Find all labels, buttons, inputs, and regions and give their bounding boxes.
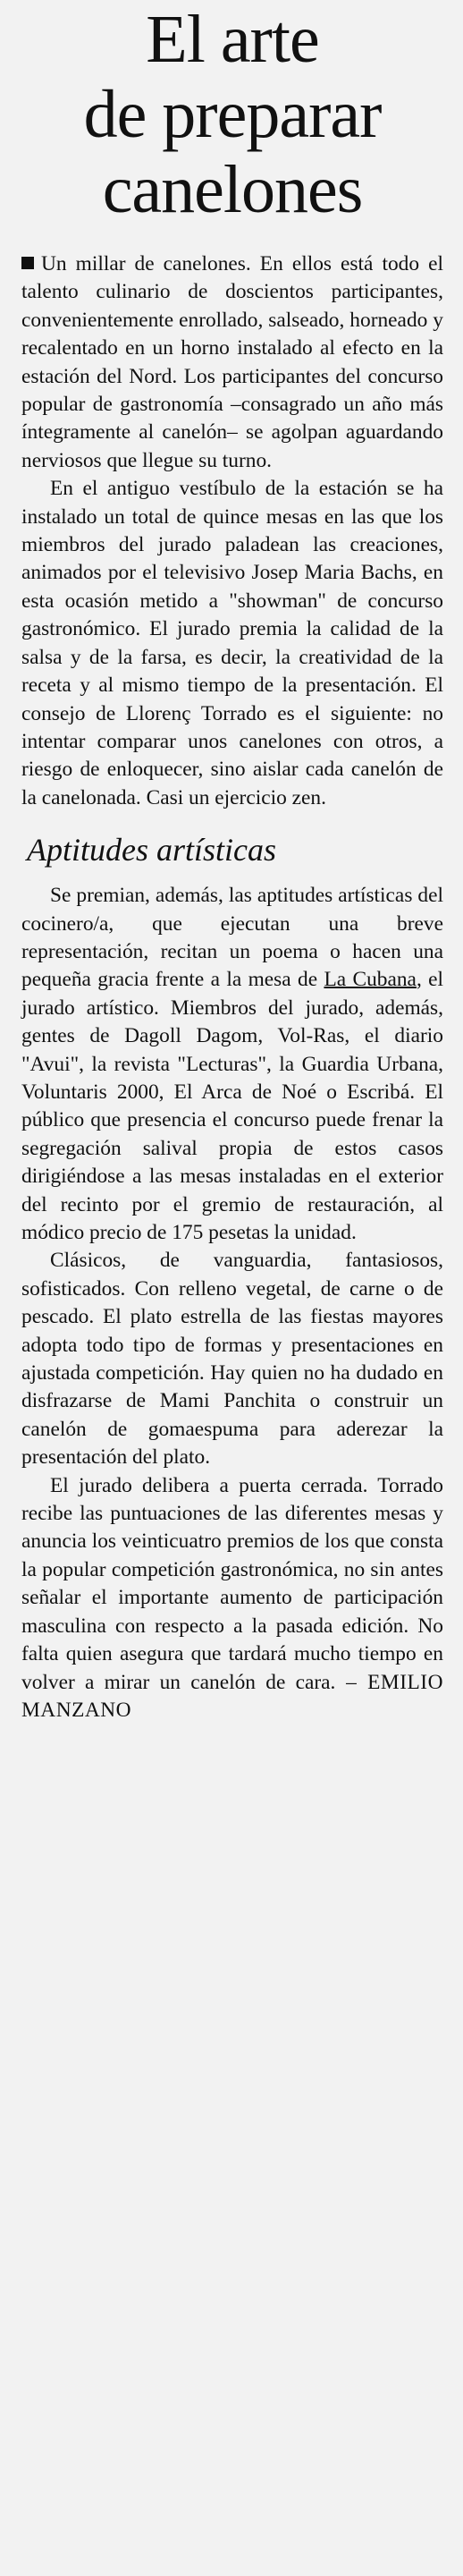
paragraph-5 [21, 1472, 443, 1725]
paragraph-2: En el antiguo vestíbulo de la estación se ha instalado un total de quince mesas en las que los miembros del jurado paladean las creaciones, animados por el televisivo Josep Maria Bachs, en esta ocasión metido a "showman" de concurso gastronómico. El jurado premia la calidad de la salsa y de la farsa, es decir, la creatividad de la receta y al mismo tiempo de la presentación. El consejo de Llorenç Torrado es el siguiente: no intentar comparar unos canelones con otros, a riesgo de enloquecer, sino aislar cada canelón de la canelonada. Casi un ejercicio zen. [21, 477, 443, 809]
paragraph-4: Clásicos, de vanguardia, fantasiosos, sofisticados. Con relleno vegetal, de carne o de pescado. El plato estrella de las fiestas mayores adopta todo tipo de formas y presentaciones en ajustada competición. Hay quien no ha dudado en disfrazarse de Mami Panchita o construir un canelón de gomaespuma para aderezar la presentación del plato. [21, 1249, 443, 1470]
headline-line-2: de preparar [83, 77, 382, 152]
headline [21, 0, 443, 243]
byline: – EMILIO MANZANO [21, 1670, 443, 1722]
paragraph-3 [21, 882, 443, 1247]
headline-line-3: canelones [102, 152, 363, 227]
square-bullet-icon [21, 257, 34, 269]
paragraph-3-text-a: Se premian, además, las aptitudes artísticas del cocinero/a, que ejecutan una breve representación, recitan un poema o hacen una pequeña gracia frente a la mesa de [21, 884, 443, 992]
headline-line-1: El arte [146, 2, 319, 77]
paragraph-5-text: El jurado delibera a puerta cerrada. Torrado recibe las puntuaciones de las diferentes mesas y anuncia los veinticuatro premios de los que consta la popular competición gastronómica, no sin antes señalar el importante aumento de participación masculina con respecto a la pasada edición. No falta quien asegura que tardará mucho tiempo en volver a mirar un canelón de cara. [21, 1473, 443, 1694]
paragraph-1-text: Un millar de canelones. En ellos está todo el talento culinario de doscientos participantes, convenientemente enrollado, salseado, horneado y recalentado en un horno instalado al efecto en la estación del Nord. Los participantes del concurso popular de gastronomía –consagrado un año más íntegramente al canelón– se agolpan aguardando nerviosos que llegue su turno. [21, 252, 443, 472]
underlined-name: La Cubana [324, 968, 417, 992]
paragraph-1 [21, 250, 443, 475]
paragraph-3-text-b: , el jurado artístico. Miembros del jurado, además, gentes de Dagoll Dagom, Vol-Ras, el diario "Avui", la revista "Lecturas", la Guardia Urbana, Voluntaris 2000, El Arca de Noé o Escribá. El público que presencia el concurso puede frenar la segregación salival propia de estos casos dirigiéndose a las mesas instaladas en el exterior del recinto por el gremio de restauración, al módico precio de 175 pesetas la unidad. [21, 968, 444, 1244]
section-subheading: Aptitudes artísticas [27, 832, 276, 869]
